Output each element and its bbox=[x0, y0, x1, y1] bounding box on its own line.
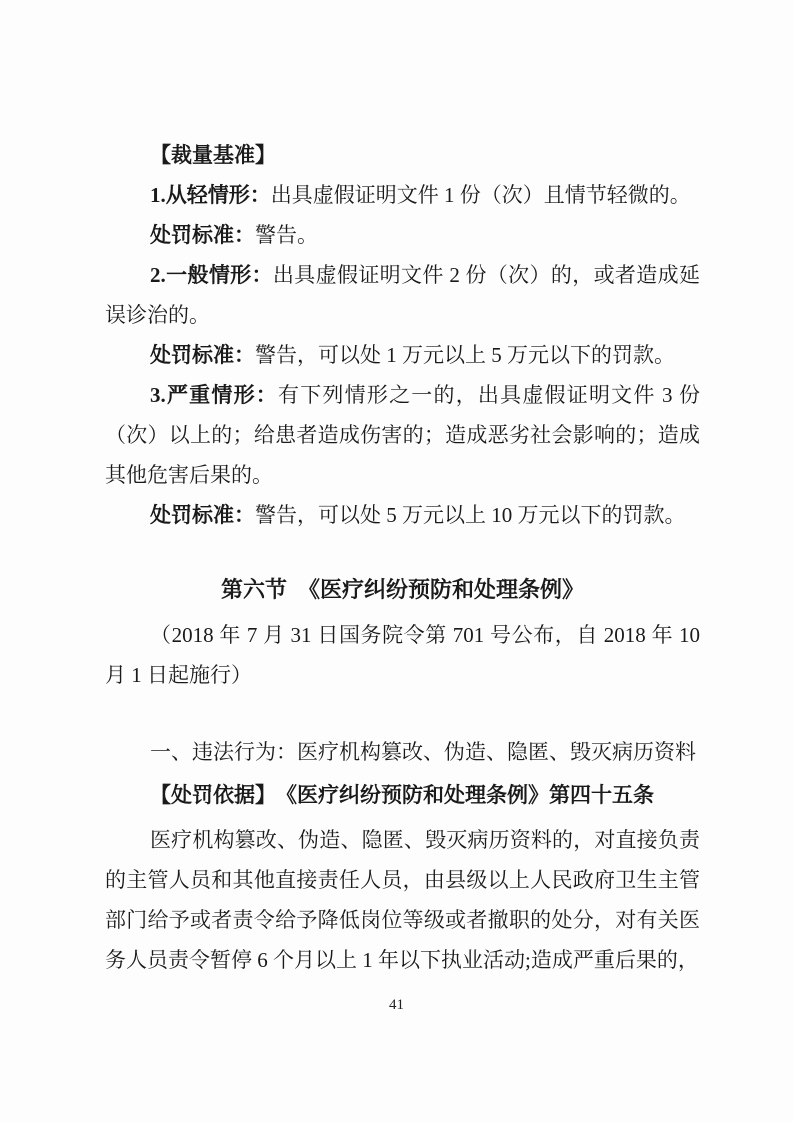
violation-line: 一、违法行为：医疗机构篡改、伪造、隐匿、毁灭病历资料 bbox=[150, 740, 696, 764]
penalty-standard-label: 处罚标准： bbox=[150, 343, 255, 367]
page-number: 41 bbox=[389, 997, 404, 1013]
discretion-item-severe bbox=[105, 375, 700, 495]
penalty-standard-3 bbox=[105, 495, 700, 535]
penalty-standard-text: 警告，可以处 1 万元以上 5 万元以下的罚款。 bbox=[255, 343, 675, 367]
discretion-section bbox=[105, 135, 700, 535]
penalty-standard-label: 处罚标准： bbox=[150, 223, 255, 247]
discretion-item-label: 1.从轻情形： bbox=[150, 183, 271, 207]
penalty-standard-text: 警告，可以处 5 万元以上 10 万元以下的罚款。 bbox=[255, 503, 686, 527]
discretion-item-label: 2.一般情形： bbox=[150, 263, 273, 287]
discretion-item-general bbox=[105, 255, 700, 335]
penalty-standard-label: 处罚标准： bbox=[150, 503, 255, 527]
discretion-item-text: 出具虚假证明文件 1 份（次）且情节轻微的。 bbox=[270, 183, 691, 207]
penalty-standard-1 bbox=[105, 215, 700, 255]
discretion-item-label: 3.严重情形： bbox=[150, 383, 279, 407]
discretion-item-mitigating bbox=[105, 175, 700, 215]
penalty-basis-text: 医疗机构篡改、伪造、隐匿、毁灭病历资料的，对直接负责的主管人员和其他直接责任人员，由县级以上人民政府卫生主管部门给予或者责令给予降低岗位等级或者撤职的处分，对有关医务人员责令暂停 6 个月以上 1 年以下执业活动;造成严重后果的， bbox=[105, 828, 700, 972]
penalty-basis-heading: 【处罚依据】 《医疗纠纷预防和处理条例》第四十五条 bbox=[150, 783, 654, 807]
promulgation-note: （2018 年 7 月 31 日国务院令第 701 号公布，自 2018 年 10 月 1 日起施行） bbox=[105, 623, 700, 687]
penalty-standard-2 bbox=[105, 335, 700, 375]
penalty-standard-text: 警告。 bbox=[255, 223, 318, 247]
discretion-item-text: 出具虚假证明文件 2 份（次）的，或者造成延误诊治的。 bbox=[105, 263, 701, 327]
section-six-heading: 第六节 《医疗纠纷预防和处理条例》 bbox=[220, 577, 584, 602]
discretion-heading: 【裁量基准】 bbox=[150, 143, 276, 167]
discretion-item-text: 有下列情形之一的，出具虚假证明文件 3 份（次）以上的；给患者造成伤害的；造成恶劣社会影响的；造成其他危害后果的。 bbox=[105, 383, 701, 487]
